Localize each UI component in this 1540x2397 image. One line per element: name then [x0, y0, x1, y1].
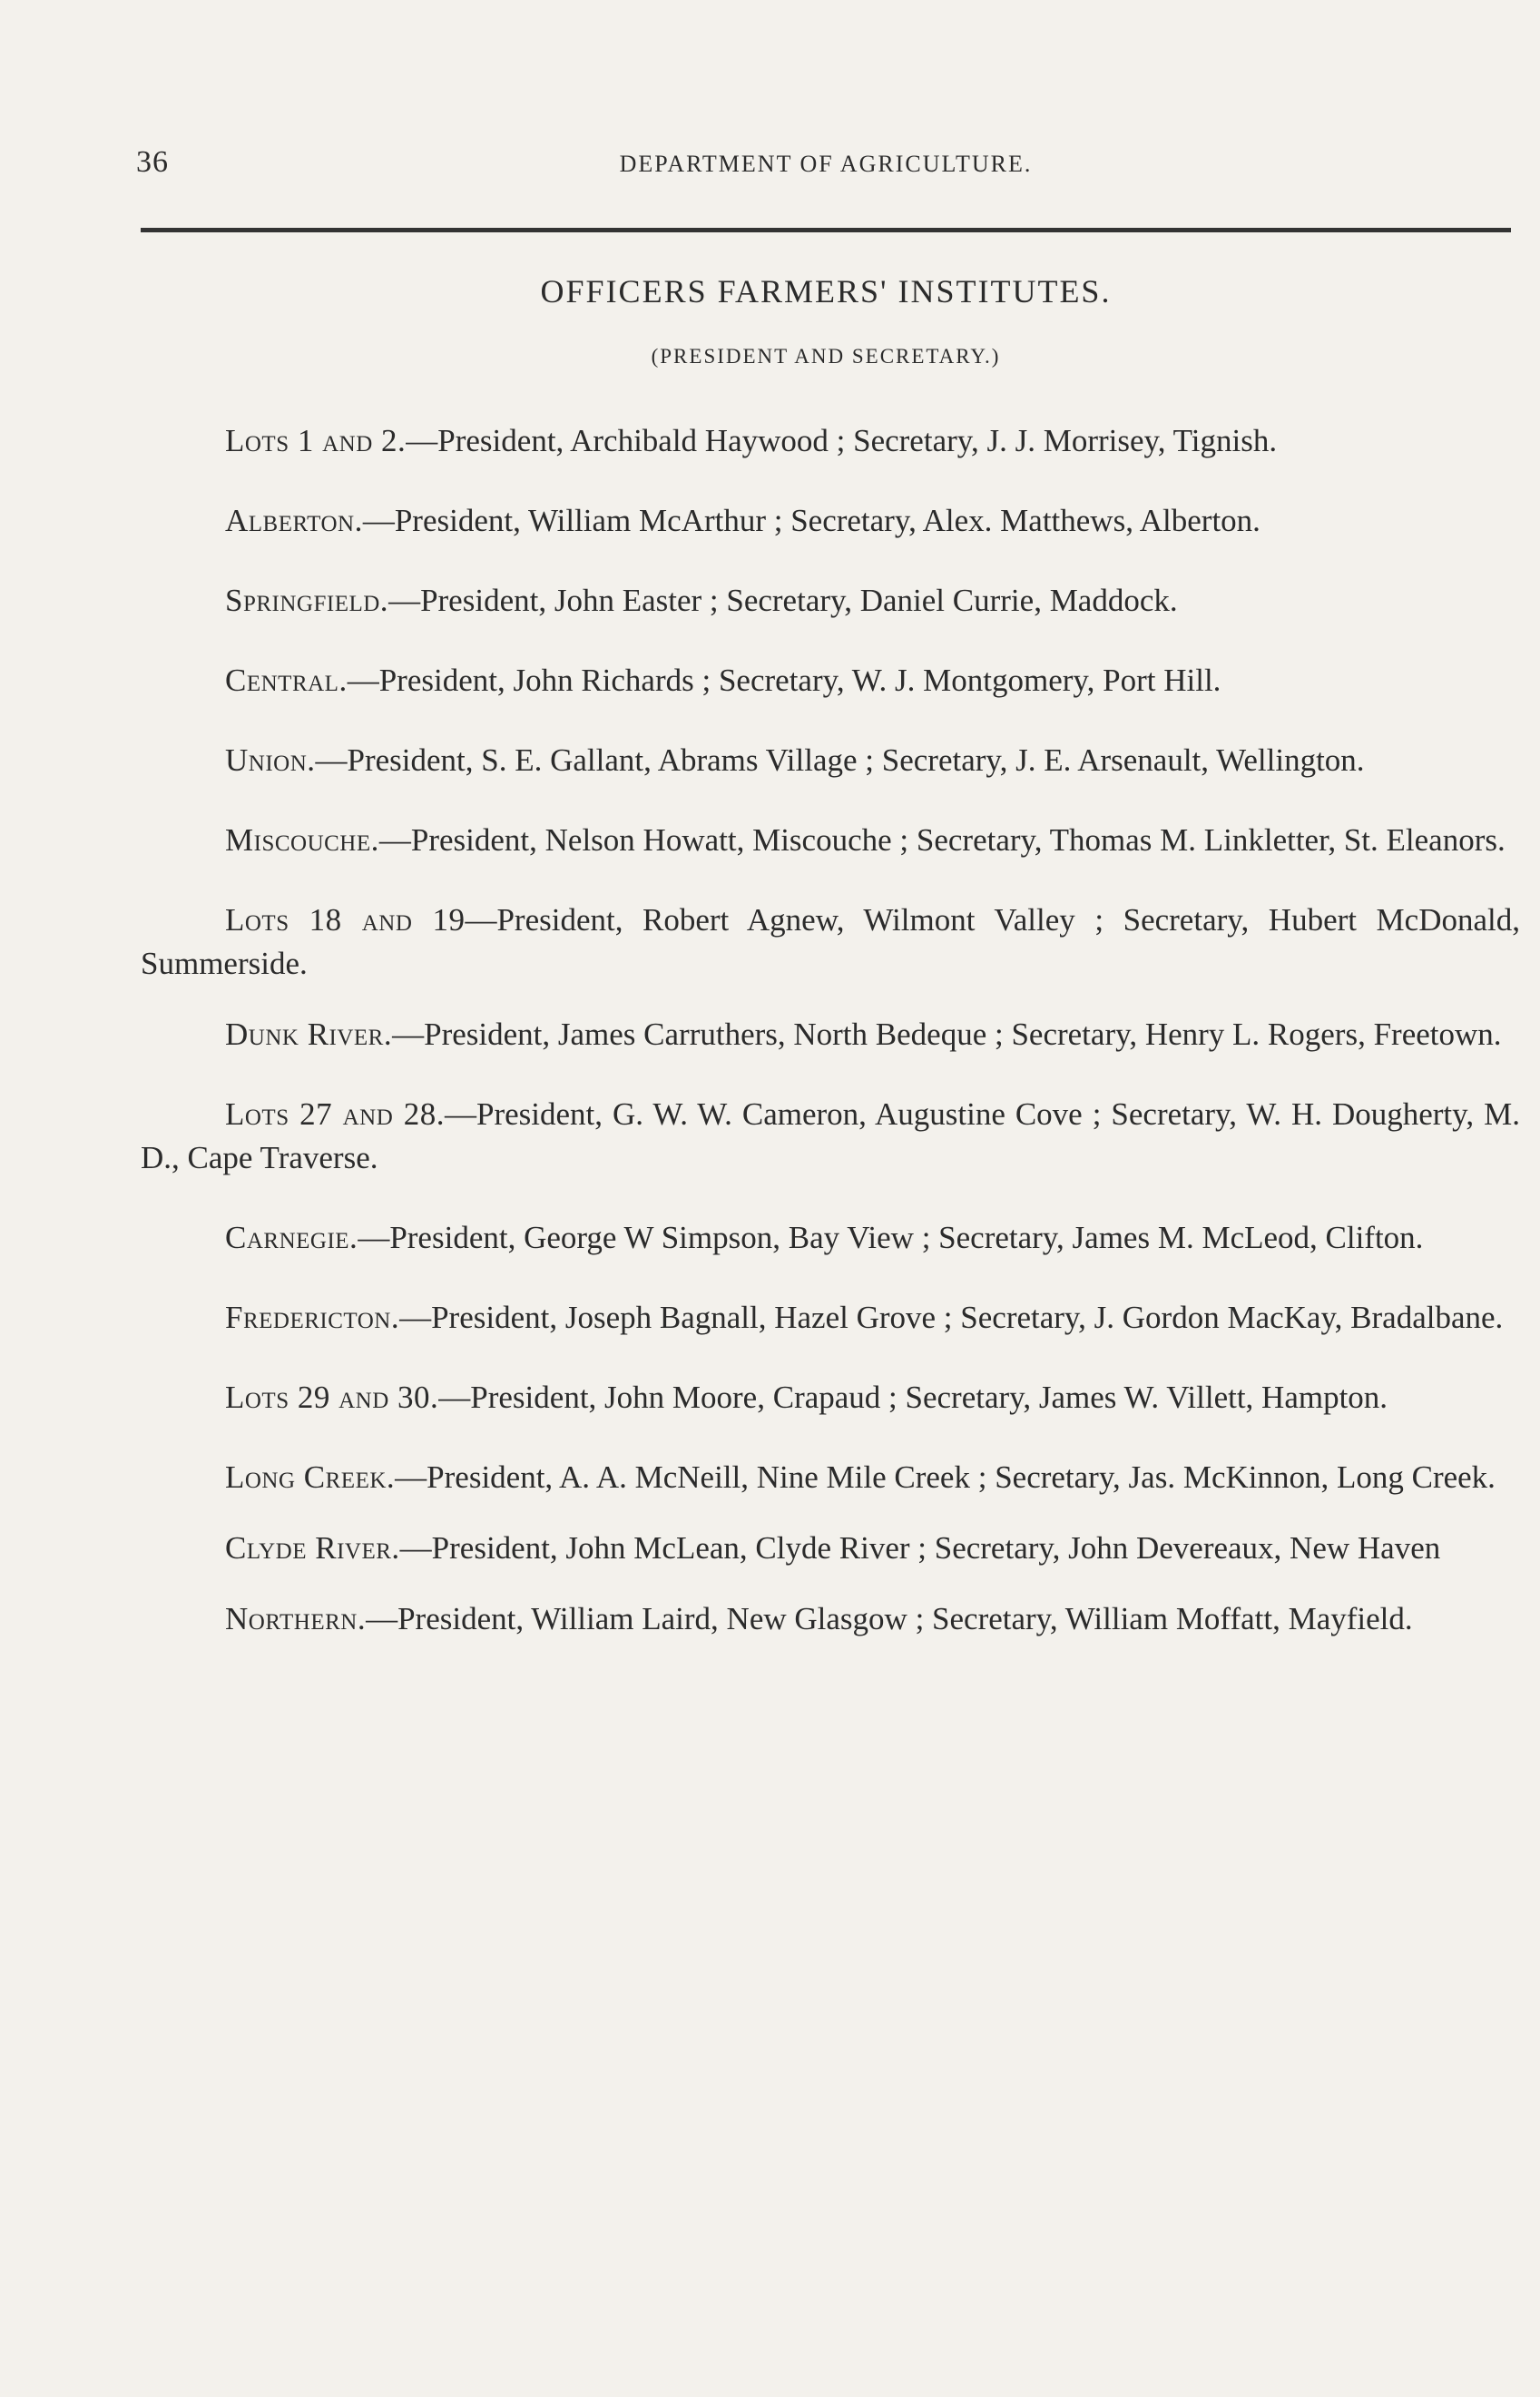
- institute-officers: —President, Archibald Haywood ; Secretary, J. J. Morrisey, Tignish.: [406, 423, 1278, 458]
- institute-entry-union: [141, 739, 1520, 782]
- institute-name: Central.: [225, 663, 348, 698]
- institute-officers: —President, George W Simpson, Bay View ; Secretary, James M. McLeod, Clifton.: [358, 1220, 1424, 1255]
- institute-name: Lots 29 and 30.: [225, 1380, 439, 1415]
- institute-officers: —President, William McArthur ; Secretary, Alex. Matthews, Alberton.: [362, 503, 1260, 538]
- institute-officers: —President, John Easter ; Secretary, Daniel Currie, Maddock.: [388, 583, 1178, 618]
- institute-entry-lots-18-19: [141, 899, 1520, 986]
- institute-name: Lots 27 and 28.: [225, 1096, 445, 1132]
- section-subtitle: (PRESIDENT AND SECRETARY.): [651, 345, 1001, 368]
- institute-officers: —President, John Richards ; Secretary, W. J. Montgomery, Port Hill.: [347, 663, 1221, 698]
- institute-name: Union.: [225, 742, 316, 778]
- institute-name: Alberton.: [225, 503, 363, 538]
- running-title: DEPARTMENT OF AGRICULTURE.: [619, 151, 1033, 177]
- institute-officers: —President, S. E. Gallant, Abrams Village ; Secretary, J. E. Arsenault, Wellington.: [315, 742, 1365, 778]
- institute-entry-alberton: [141, 499, 1520, 543]
- section-title: OFFICERS FARMERS' INSTITUTES.: [540, 273, 1112, 309]
- institute-name: Long Creek.: [225, 1459, 396, 1495]
- institute-officers: —President, William Laird, New Glasgow ; Secretary, William Moffatt, Mayfield.: [366, 1601, 1413, 1636]
- institute-entry-lots-29-30: [141, 1376, 1520, 1420]
- institute-name: Springfield.: [225, 583, 389, 618]
- institute-name: Lots 18 and 19: [225, 902, 466, 938]
- institute-name: Clyde River.: [225, 1530, 400, 1566]
- institute-entry-clyde-river: [141, 1527, 1520, 1570]
- institute-name: Lots 1 and 2.: [225, 423, 407, 458]
- institute-officers: —President, Joseph Bagnall, Hazel Grove ; Secretary, J. Gordon MacKay, Bradalbane.: [399, 1300, 1504, 1335]
- header-rule: [141, 228, 1511, 232]
- institute-officers: —President, A. A. McNeill, Nine Mile Creek ; Secretary, Jas. McKinnon, Long Creek.: [395, 1459, 1496, 1495]
- institute-name: Miscouche.: [225, 822, 379, 858]
- institute-entry-lots-27-28: [141, 1093, 1520, 1180]
- page-number: 36: [136, 145, 169, 179]
- institute-entry-carnegie: [141, 1216, 1520, 1260]
- institute-entry-springfield: [141, 579, 1520, 623]
- institute-officers: —President, James Carruthers, North Bedeque ; Secretary, Henry L. Rogers, Freetown.: [392, 1017, 1502, 1052]
- institute-list: [141, 419, 1520, 1677]
- institute-officers: —President, John Moore, Crapaud ; Secretary, James W. Villett, Hampton.: [438, 1380, 1388, 1415]
- institute-officers: —President, Robert Agnew, Wilmont Valley ; Secretary, Hubert McDonald, Summerside.: [141, 902, 1520, 981]
- institute-officers: —President, Nelson Howatt, Miscouche ; Secretary, Thomas M. Linkletter, St. Eleanors.: [378, 822, 1506, 858]
- running-head: [136, 145, 1515, 200]
- institute-name: Dunk River.: [225, 1017, 393, 1052]
- institute-name: Northern.: [225, 1601, 367, 1636]
- institute-name: Fredericton.: [225, 1300, 400, 1335]
- institute-entry-lots-1-2: [141, 419, 1520, 463]
- institute-entry-central: [141, 659, 1520, 702]
- institute-officers: —President, G. W. W. Cameron, Augustine Cove ; Secretary, W. H. Dougherty, M. D., Cape Traverse.: [141, 1096, 1520, 1175]
- institute-entry-long-creek: [141, 1456, 1520, 1499]
- institute-entry-fredericton: [141, 1296, 1520, 1340]
- institute-officers: —President, John McLean, Clyde River ; Secretary, John Devereaux, New Haven: [399, 1530, 1441, 1566]
- institute-name: Carnegie.: [225, 1220, 358, 1255]
- institute-entry-northern: [141, 1597, 1520, 1641]
- institute-entry-miscouche: [141, 819, 1520, 862]
- institute-entry-dunk-river: [141, 1013, 1520, 1056]
